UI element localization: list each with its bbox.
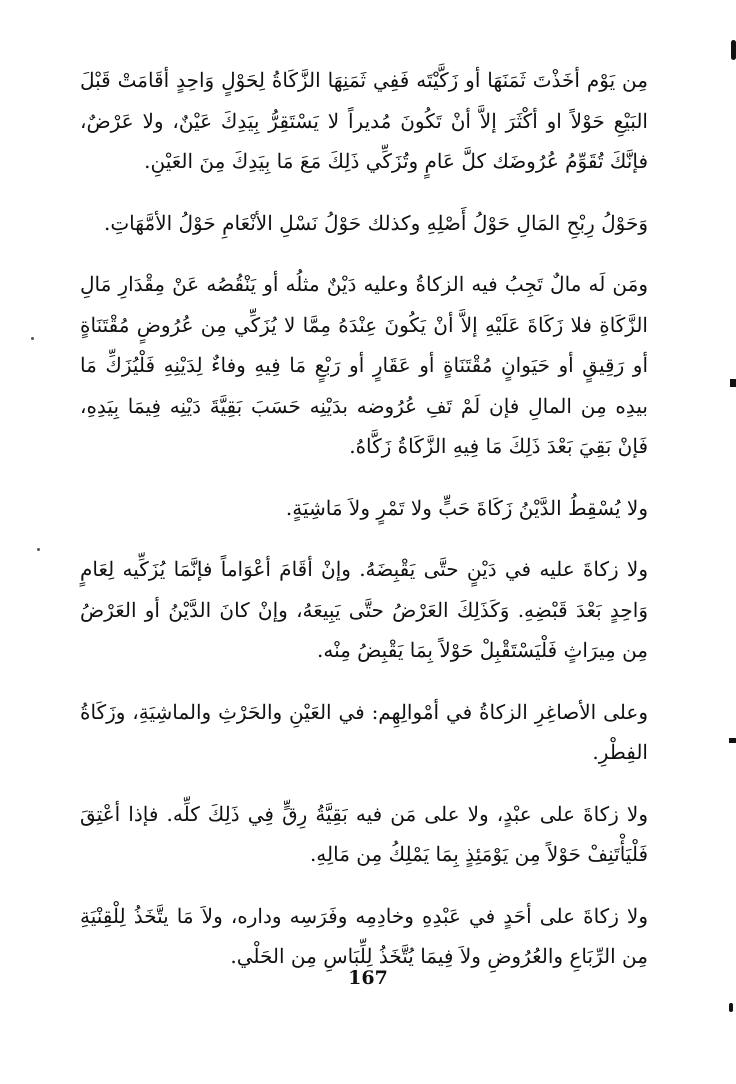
- paragraph-2: وَحَوْلُ رِبْحِ المَالِ حَوْلُ أَصْلِهِ وكذلك حَوْلُ نَسْلِ الأنْعَامِ حَوْلُ الأمَّهَاتِ.: [103, 210, 648, 235]
- paragraph-3: ومَن لَه مالٌ تَجِبُ فيه الزكاةُ وعليه دَيْنٌ مثلُه أو يَنْقُصُه عَنْ مِقْدَارِ مَالِ الزَّكَاةِ فلا زَكَاةَ عَلَيْهِ إلاَّ أنْ يَكُونَ عِنْدَهُ مِمَّا لا يُزَكِّي مِن عُرُوضٍ مُقْتَنَاةٍ أو رَقِيقٍ أو حَيَوانٍ مُقْتَنَاةٍ أو عَقَارٍ أو رَبْعٍ مَا فِيهِ وفاءٌ لِدَيْنِهِ فَلْيُزَكِّ مَا بيدِه مِن المالِ فإن لَمْ تَفِ عُرُوضه بدَيْنِه حَسَبَ بَقِيَّةَ دَيْنِه فِيمَا بِيَدِهِ، فَإنْ بَقِيَ بَعْدَ ذَلِكَ مَا فِيهِ الزَّكَاةُ زَكَّاهُ.: [80, 272, 648, 458]
- scan-speck: [37, 548, 40, 551]
- paragraph-5: ولا زكاةَ عليه في دَيْنٍ حتَّى يَقْبِضَهُ. وإنْ أقَامَ أعْوَاماً فإنَّمَا يُزَكِّيه لِعَامٍ وَاحِدٍ بَعْدَ قَبْضِهِ. وَكَذَلِكَ العَرْضُ حتَّى يَبِيعَهُ، وإنْ كانَ الدَّيْنُ أو العَرْضُ مِن مِيرَاثٍ فَلْيَسْتَقْبِلْ حَوْلاً بِمَا يَقْبِضُ مِنْه.: [80, 557, 648, 662]
- paragraph-8: ولا زكاةَ على أحَدٍ في عَبْدِهِ وخادِمِه وفَرَسِه وداره، ولاَ مَا يتَّخَذُ لِلْقِنْيَةِ مِن الرِّبَاعِ والعُرُوضِ ولاَ فِيمَا يُتَّخَذُ لِلِّبَاسِ مِن الحَلْي.: [80, 903, 648, 968]
- scan-edge-mark: [730, 379, 736, 387]
- scan-speck: [31, 337, 34, 340]
- main-text: [80, 60, 648, 998]
- paragraph-1: مِن يَوْم أخَذْتَ ثَمَنَهَا أو زَكَّيْتَه فَفِي ثَمَنِهَا الزَّكَاةُ لِحَوْلٍ وَاحِدٍ أقَامَتْ قَبْلَ البَيْعِ حَوْلاً او أكْثَرَ إلاَّ أنْ تَكُونَ مُديراً لا يَسْتَقِرُّ بِيَدِكَ عَيْنٌ، ولا عَرْضٌ، فإنَّكَ تُقَوِّمُ عُرُوضَك كلَّ عَامٍ وتُزَكِّي ذَلِكَ مَعَ مَا بِيَدِكَ مِنَ العَيْنِ.: [80, 68, 648, 173]
- paragraph-4: ولا يُسْقِطُ الدَّيْنُ زَكَاةَ حَبٍّ ولا تَمْرٍ ولاَ مَاشِيَةٍ.: [285, 495, 648, 520]
- paragraph-7: ولا زكاةَ على عبْدٍ، ولا على مَن فيه بَقِيَّةُ رِقٍّ فِي ذَلِكَ كلِّه. فإذا أعْتِقَ فَلْيَأْتَنِفْ حَوْلاً مِن يَوْمَئِذٍ بِمَا يَمْلِكُ مِن مَالِهِ.: [80, 801, 648, 866]
- paragraph-6: وعلى الأصاغِرِ الزكاةُ في أمْوالِهِم: في العَيْنِ والحَرْثِ والماشِيَةِ، وزَكَاةُ الفِطْرِ.: [80, 699, 648, 764]
- page-number: 167: [348, 967, 388, 989]
- scan-edge-mark: [729, 1003, 733, 1012]
- scan-edge-mark: [729, 738, 736, 743]
- scan-edge-mark: [731, 40, 736, 60]
